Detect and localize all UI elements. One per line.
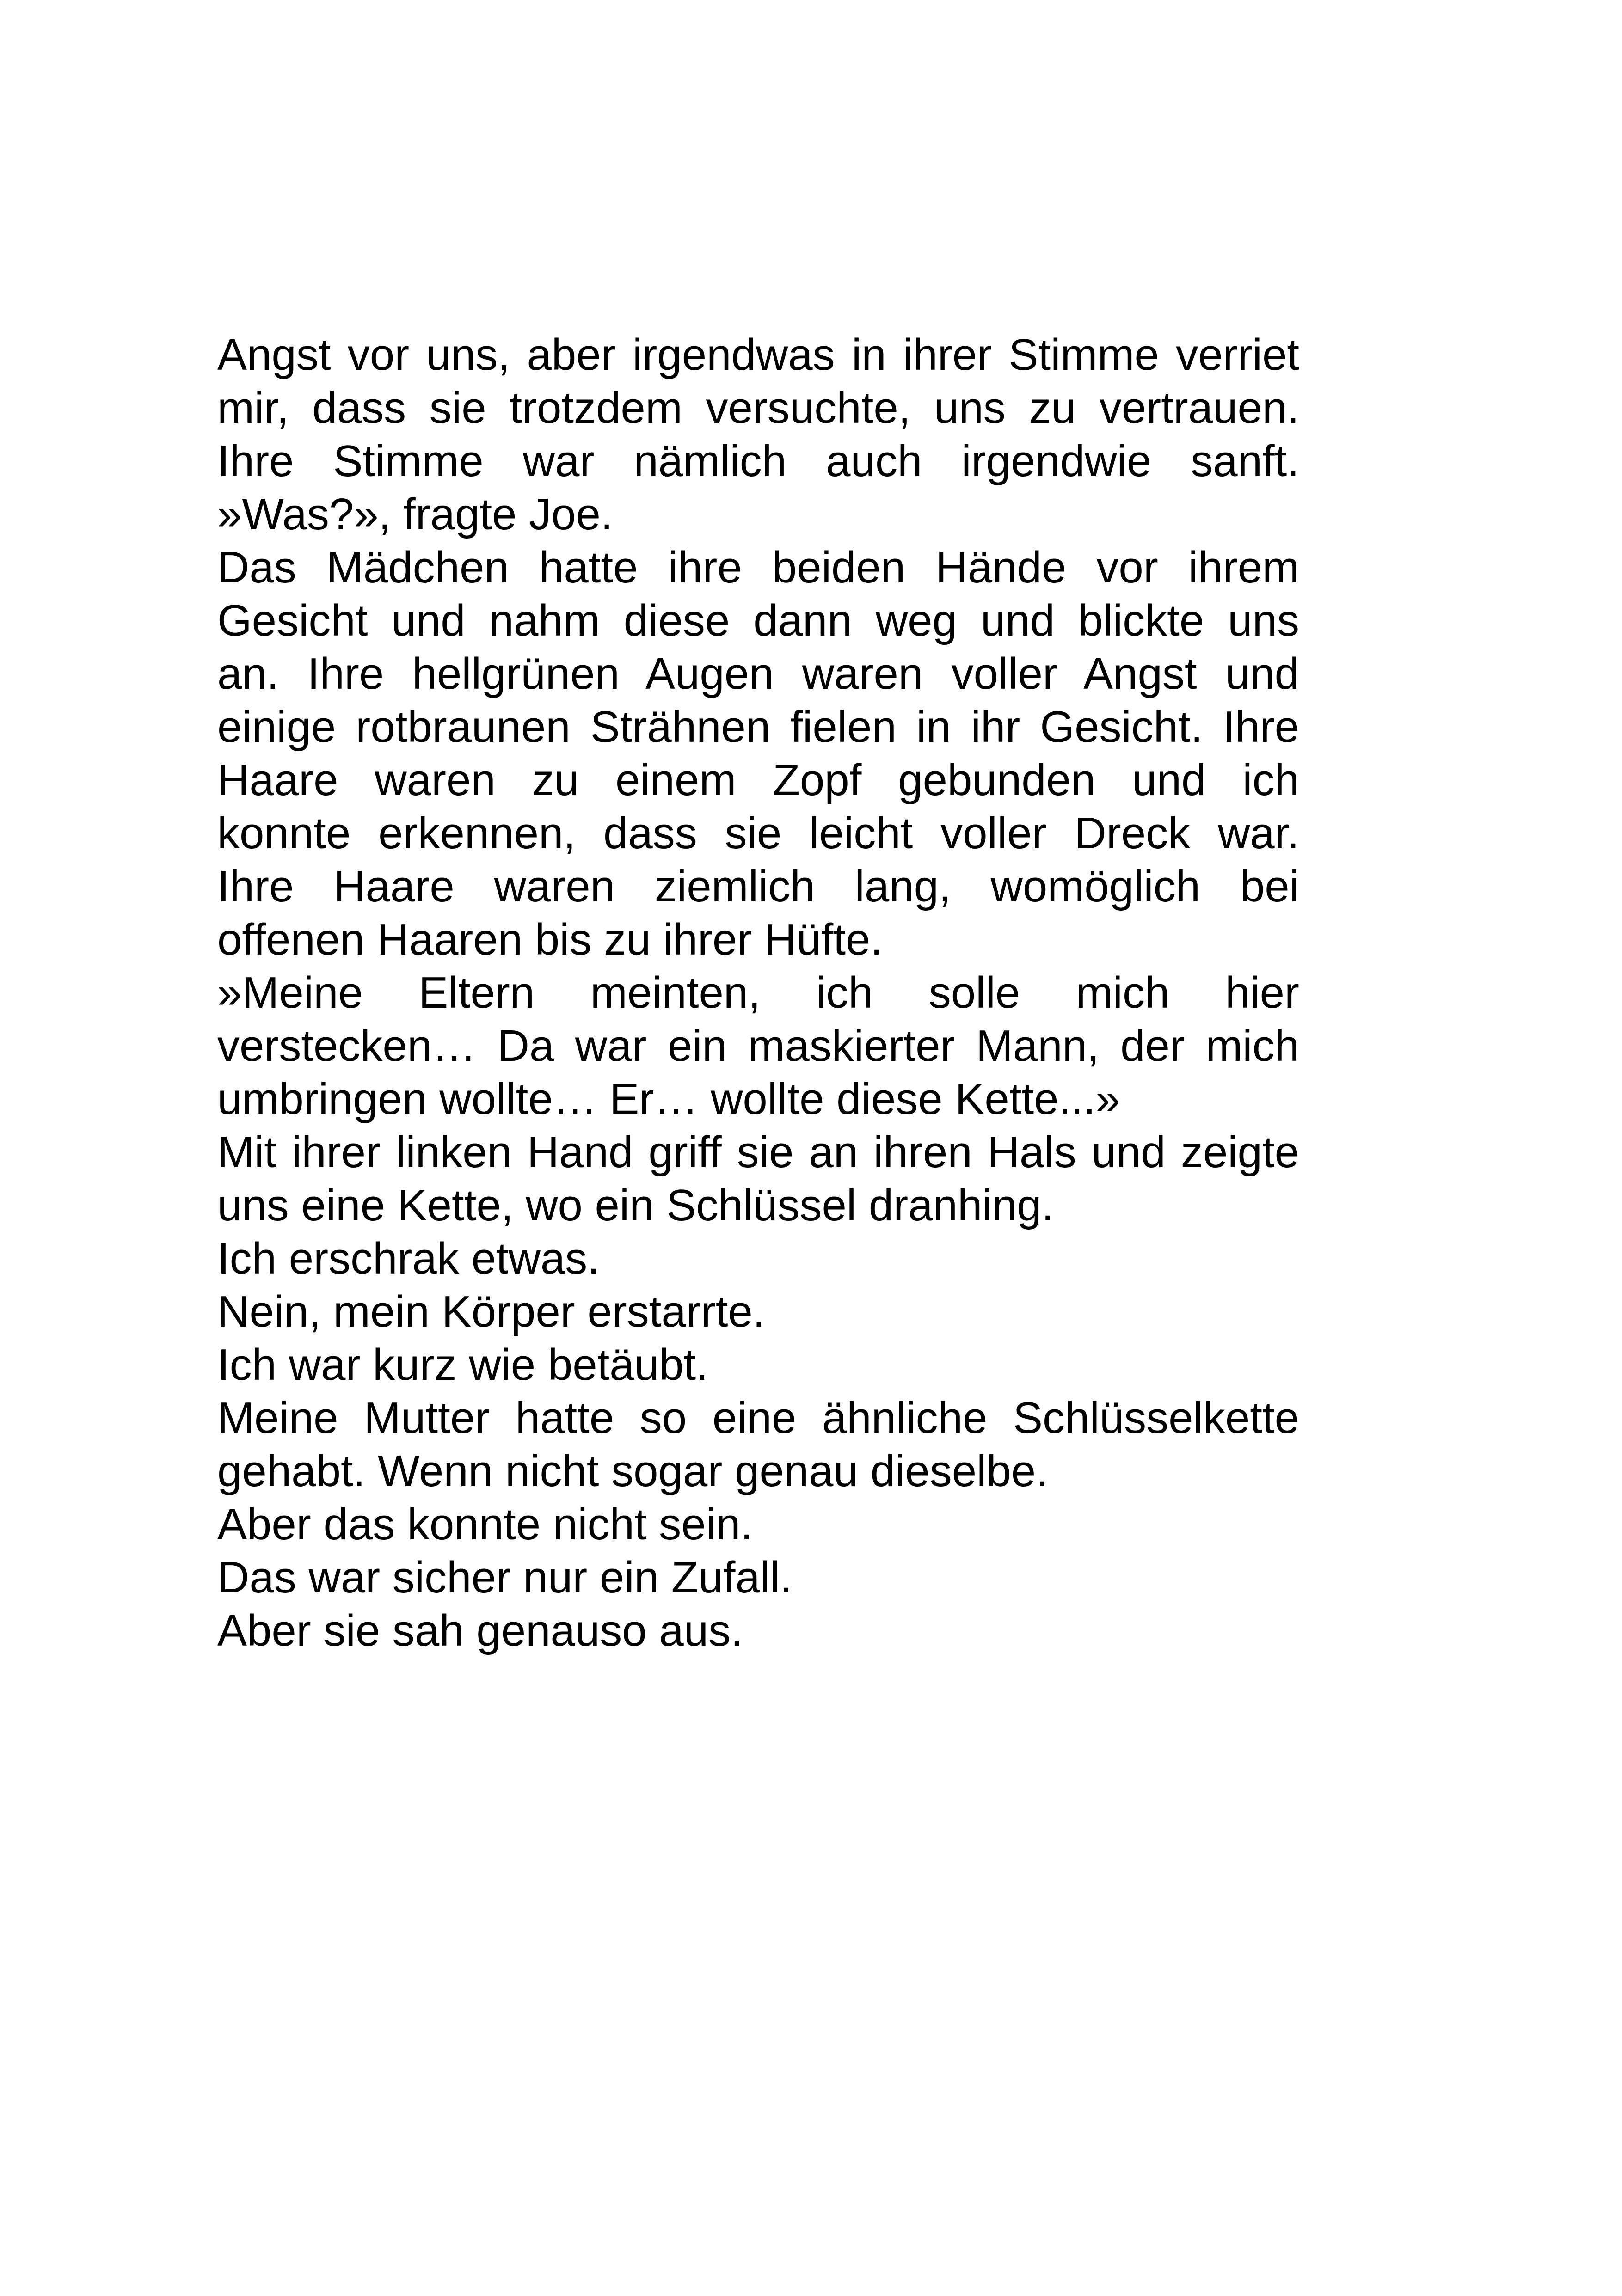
text-line: Nein, mein Körper erstarrte. — [217, 1287, 765, 1336]
text-line: verstecken… Da war ein maskierter Mann, der mich — [217, 1021, 1299, 1071]
text-line: Aber sie sah genauso aus. — [217, 1606, 743, 1655]
text-line: uns eine Kette, wo ein Schlüssel dranhing. — [217, 1181, 1054, 1230]
text-line: Das war sicher nur ein Zufall. — [217, 1553, 793, 1602]
text-line: Das Mädchen hatte ihre beiden Hände vor ihrem — [217, 543, 1299, 592]
text-line: gehabt. Wenn nicht sogar genau dieselbe. — [217, 1446, 1048, 1496]
text-line: an. Ihre hellgrünen Augen waren voller Angst und — [217, 649, 1299, 698]
text-line: mir, dass sie trotzdem versuchte, uns zu vertrauen. — [217, 383, 1299, 433]
text-line: »Meine Eltern meinten, ich solle mich hier — [217, 968, 1299, 1017]
text-line: konnte erkennen, dass sie leicht voller Dreck war. — [217, 808, 1299, 858]
text-line: Mit ihrer linken Hand griff sie an ihren Hals und zeigte — [217, 1127, 1299, 1177]
text-line: Aber das konnte nicht sein. — [217, 1500, 753, 1549]
text-line: offenen Haaren bis zu ihrer Hüfte. — [217, 915, 883, 964]
text-line: Meine Mutter hatte so eine ähnliche Schlüsselkette — [217, 1393, 1299, 1443]
text-line: »Was?», fragte Joe. — [217, 490, 613, 539]
text-line: umbringen wollte… Er… wollte diese Kette...» — [217, 1074, 1120, 1124]
body-text — [217, 328, 1299, 1657]
text-line: Ihre Stimme war nämlich auch irgendwie sanft. — [217, 436, 1299, 486]
text-line: Ich erschrak etwas. — [217, 1234, 600, 1283]
text-line: Ich war kurz wie betäubt. — [217, 1340, 708, 1390]
text-line: Angst vor uns, aber irgendwas in ihrer Stimme verriet — [217, 330, 1299, 380]
text-line: einige rotbraunen Strähnen fielen in ihr Gesicht. Ihre — [217, 702, 1299, 752]
text-line: Haare waren zu einem Zopf gebunden und ich — [217, 755, 1299, 805]
text-line: Gesicht und nahm diese dann weg und blickte uns — [217, 596, 1299, 645]
text-line: Ihre Haare waren ziemlich lang, womöglich bei — [217, 862, 1299, 911]
